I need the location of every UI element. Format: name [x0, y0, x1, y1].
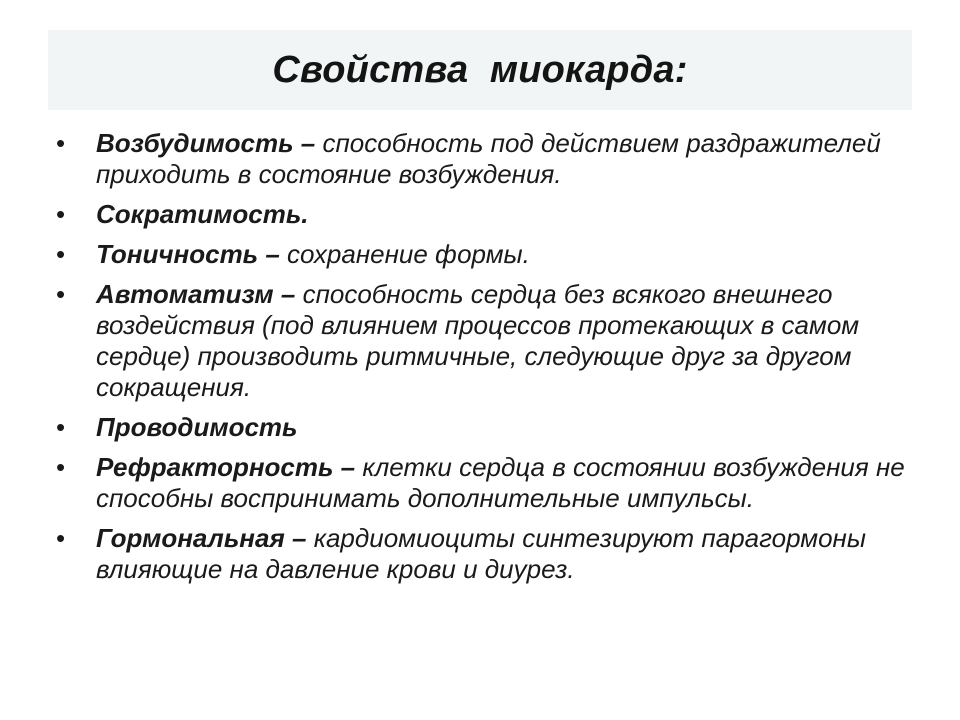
property-list — [52, 128, 912, 594]
item-description: способность под действием раздражителей приходить в состояние возбуждения. — [96, 128, 881, 189]
list-item-excitability — [52, 128, 912, 190]
item-description: способность сердца без всякого внешнего воздействия (под влиянием процессов протекающих в самом сердце) производить ритмичные, следующие друг за другом сокращения. — [96, 279, 860, 402]
slide-title: Свойства миокарда: — [272, 48, 688, 91]
list-item-contractility — [52, 199, 912, 230]
title-bar — [48, 30, 912, 110]
item-term: Гормональная – — [96, 523, 314, 553]
bullet-icon: • — [56, 239, 66, 269]
item-description: кардиомиоциты синтезируют парагормоны влияющие на давление крови и диурез. — [96, 523, 866, 584]
bullet-icon: • — [56, 412, 66, 442]
list-item-hormonal — [52, 523, 912, 585]
item-description: клетки сердца в состоянии возбуждения не способны воспринимать дополнительные импульсы. — [96, 452, 905, 513]
item-term: Проводимость — [96, 412, 298, 442]
bullet-icon: • — [56, 452, 66, 482]
item-term: Возбудимость – — [96, 128, 323, 158]
item-term: Тоничность – — [96, 239, 288, 269]
list-item-tonicity — [52, 239, 912, 270]
bullet-icon: • — [56, 199, 66, 229]
item-description: сохранение формы. — [287, 239, 530, 269]
bullet-icon: • — [56, 128, 66, 158]
list-item-refractoriness — [52, 452, 912, 514]
item-term: Рефракторность – — [96, 452, 363, 482]
bullet-icon: • — [56, 279, 66, 309]
list-item-automatism — [52, 279, 912, 403]
bullet-icon: • — [56, 523, 66, 553]
item-term: Автоматизм – — [96, 279, 303, 309]
list-item-conductivity — [52, 412, 912, 443]
item-term: Сократимость. — [96, 199, 309, 229]
